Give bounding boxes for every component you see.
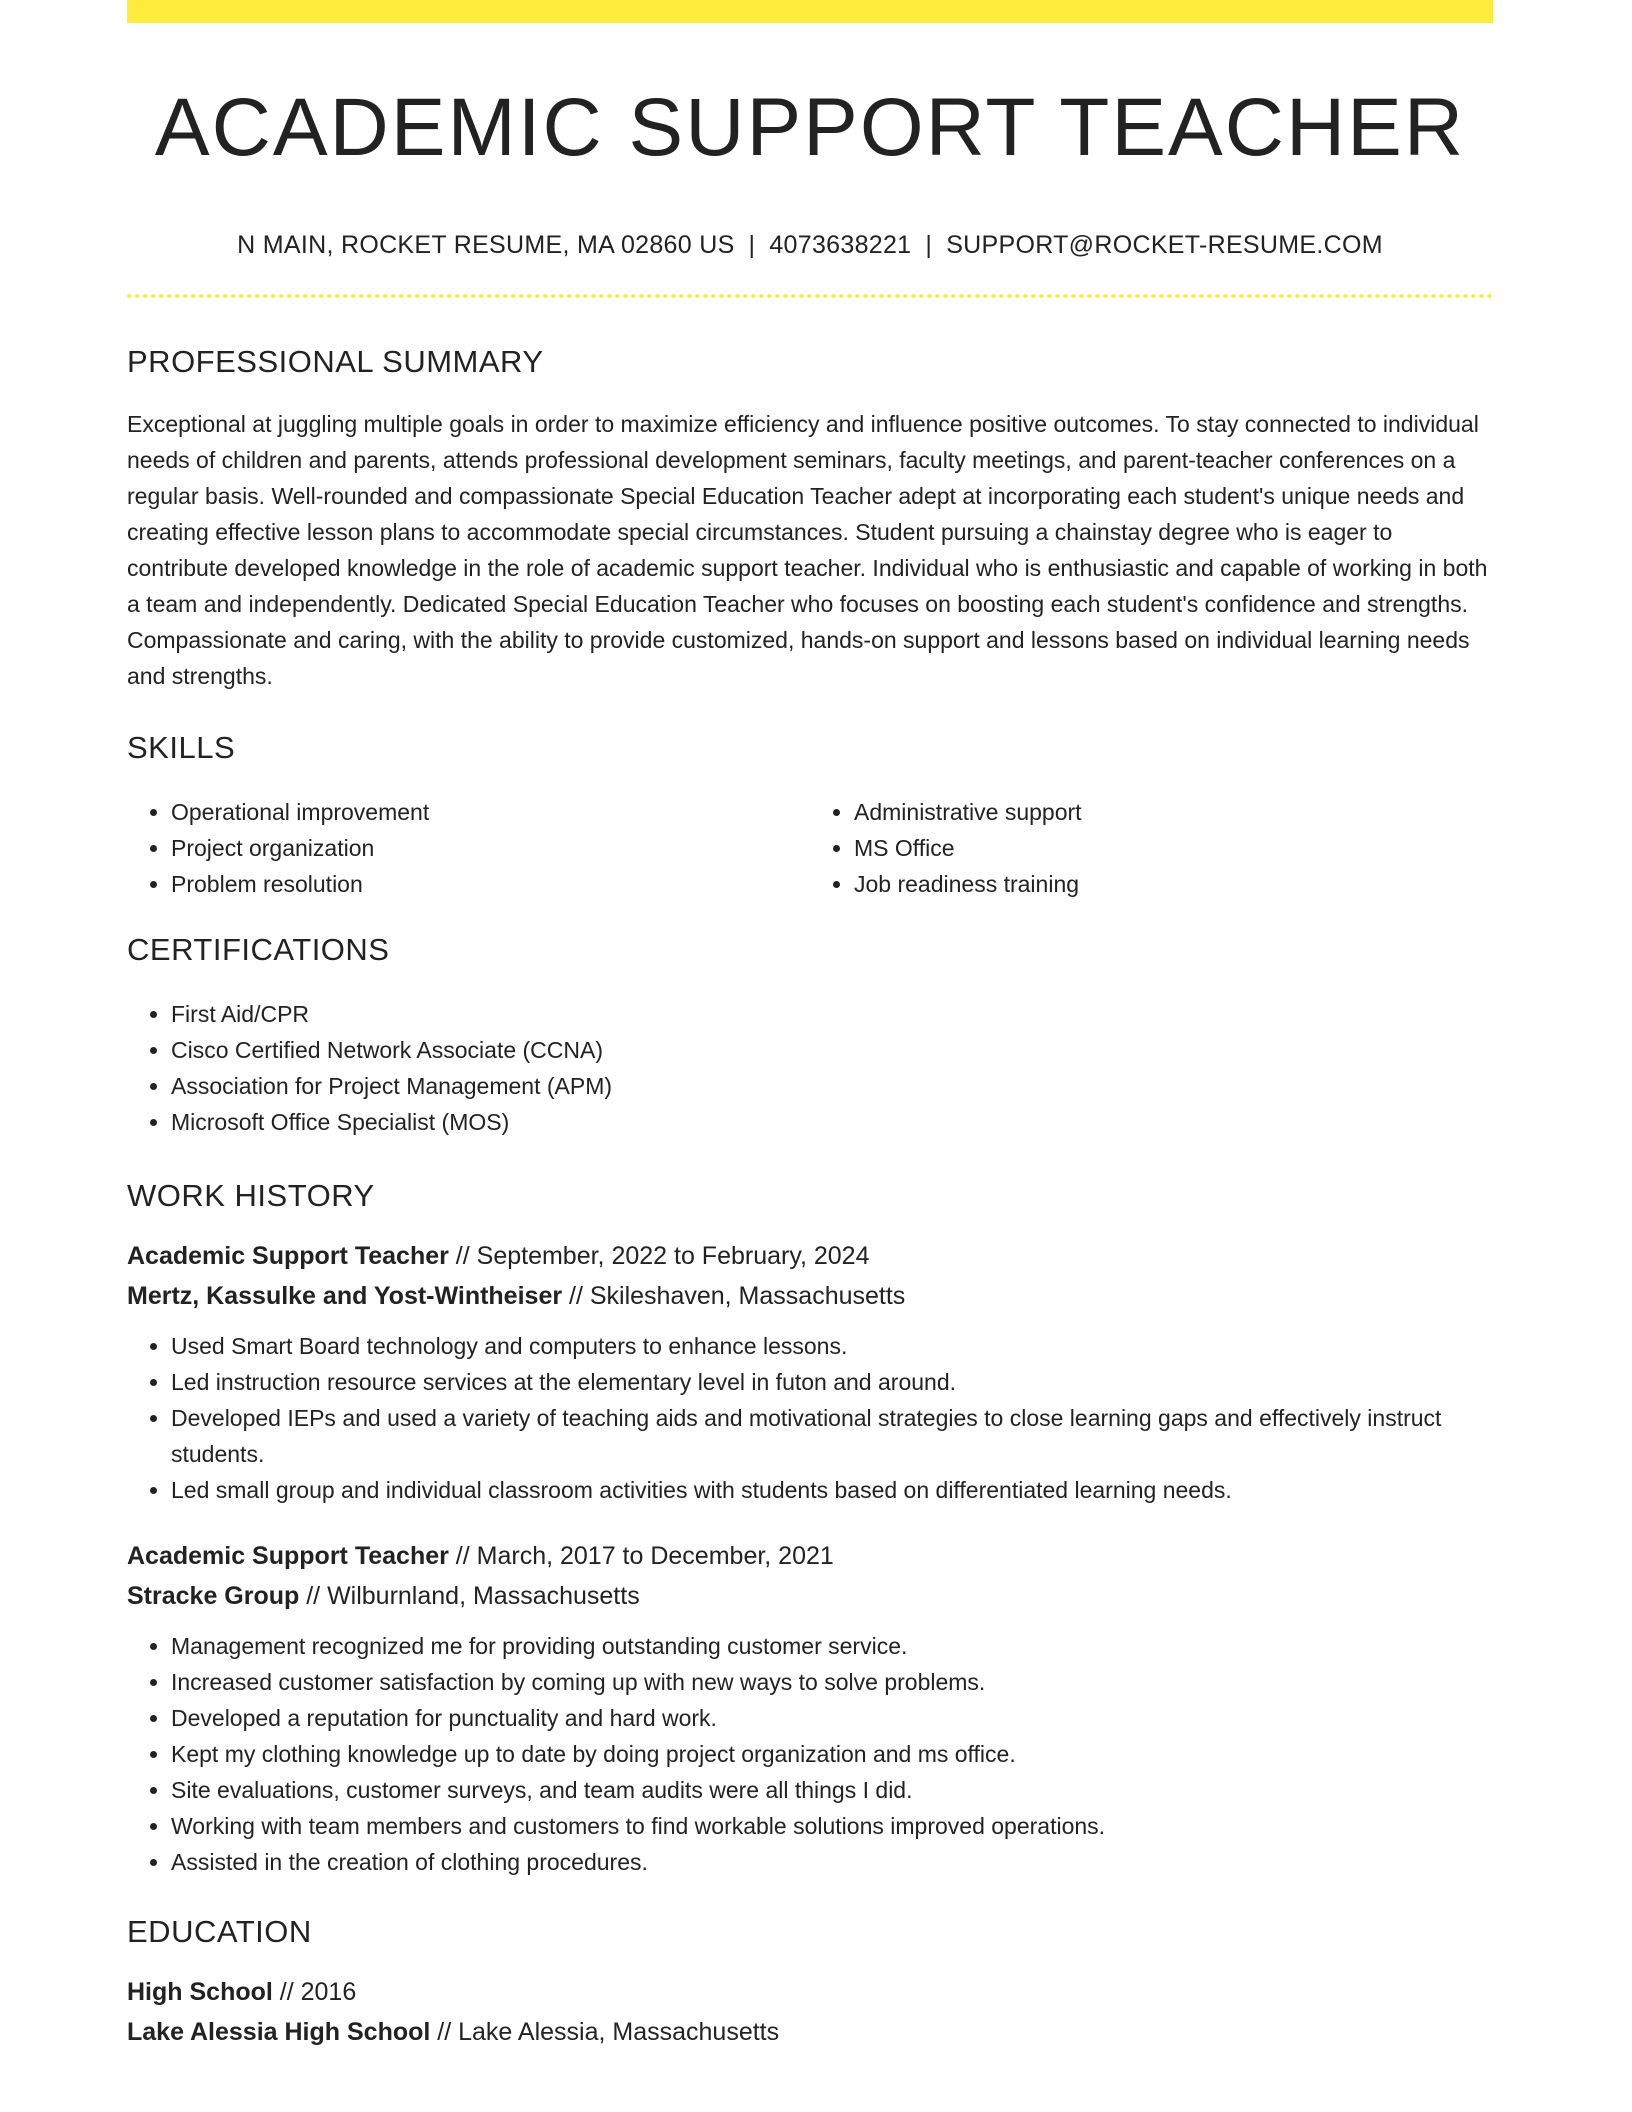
job-entry [127,1236,1493,1508]
job-bullet: • Led small group and individual classroom activities with students based on differentiated learning needs. [171,1472,1493,1508]
job-company: Mertz, Kassulke and Yost-Wintheiser [127,1282,563,1311]
summary-heading: PROFESSIONAL SUMMARY [127,344,544,380]
certification-item: • Microsoft Office Specialist (MOS) [171,1104,1493,1140]
education-location: // Lake Alessia, Massachusetts [430,2018,780,2047]
accent-top-bar [127,0,1493,23]
skills-column-left [127,794,810,902]
contact-separator: | [925,231,933,260]
skill-item: • Problem resolution [171,866,810,902]
job-bullet: • Developed a reputation for punctuality and hard work. [171,1700,1493,1736]
job-title-line [127,1236,1493,1276]
skill-item: • Administrative support [854,794,1493,830]
job-bullet: • Assisted in the creation of clothing procedures. [171,1844,1493,1880]
job-bullet-list [127,1628,1493,1880]
resume-page [127,0,1493,2052]
skill-item: • Project organization [171,830,810,866]
job-title-line [127,1536,1493,1576]
job-entry [127,1536,1493,1880]
job-dates: // March, 2017 to December, 2021 [448,1542,834,1571]
skills-list-right [810,794,1493,902]
job-role: Academic Support Teacher [127,1242,449,1271]
job-bullet: • Increased customer satisfaction by coming up with new ways to solve problems. [171,1664,1493,1700]
candidate-name: ACADEMIC SUPPORT TEACHER [154,82,1466,173]
education-entry [127,1972,1493,2052]
skill-item: • Job readiness training [854,866,1493,902]
education-degree-line [127,1972,1493,2012]
job-bullet: • Developed IEPs and used a variety of teaching aids and motivational strategies to close learning gaps and effectively instruct students. [171,1400,1493,1472]
job-company: Stracke Group [127,1582,300,1611]
contact-phone: 4073638221 [769,231,912,260]
job-dates: // September, 2022 to February, 2024 [448,1242,870,1271]
certification-item: • Cisco Certified Network Associate (CCNA) [171,1032,1493,1068]
job-location: // Skileshaven, Massachusetts [562,1282,906,1311]
contact-separator: | [748,231,756,260]
contact-address: N MAIN, ROCKET RESUME, MA 02860 US [237,231,735,260]
certification-item: • First Aid/CPR [171,996,1493,1032]
skills-grid [127,794,1493,902]
certification-item: • Association for Project Management (APM) [171,1068,1493,1104]
job-bullet: • Kept my clothing knowledge up to date by doing project organization and ms office. [171,1736,1493,1772]
dotted-divider [127,294,1493,298]
contact-email: SUPPORT@ROCKET-RESUME.COM [946,231,1383,260]
skills-column-right [810,794,1493,902]
education-heading: EDUCATION [127,1914,312,1950]
job-bullet: • Led instruction resource services at the elementary level in futon and around. [171,1364,1493,1400]
job-role: Academic Support Teacher [127,1542,449,1571]
education-school: Lake Alessia High School [127,2018,431,2047]
job-bullet: • Site evaluations, customer surveys, and team audits were all things I did. [171,1772,1493,1808]
summary-text: Exceptional at juggling multiple goals in order to maximize efficiency and influence positive outcomes. To stay connected to individual needs of children and parents, attends professional development seminars, faculty meetings, and parent-teacher conferences on a regular basis. Well-rounded and compassionate Special Education Teacher adept at incorporating each student's unique needs and creating effective lesson plans to accommodate special circumstances. Student pursuing a chainstay degree who is eager to contribute developed knowledge in the role of academic support teacher. Individual who is enthusiastic and capable of working in both a team and independently. Dedicated Special Education Teacher who focuses on boosting each student's confidence and strengths. Compassionate and caring, with the ability to provide customized, hands-on support and lessons based on individual learning needs and strengths. [127,411,1488,690]
job-bullet: • Used Smart Board technology and computers to enhance lessons. [171,1328,1493,1364]
education-year: // 2016 [272,1978,357,2007]
job-bullet: • Working with team members and customers to find workable solutions improved operations. [171,1808,1493,1844]
job-company-line [127,1576,1493,1616]
job-bullet: • Management recognized me for providing outstanding customer service. [171,1628,1493,1664]
work-history-heading: WORK HISTORY [127,1178,375,1214]
skills-heading: SKILLS [127,730,236,766]
education-degree: High School [127,1978,273,2007]
education-school-line [127,2012,1493,2052]
skills-list-left [127,794,810,902]
job-bullet-list [127,1328,1493,1508]
contact-line [127,231,1493,260]
certifications-list [127,996,1493,1140]
job-company-line [127,1276,1493,1316]
skill-item: • MS Office [854,830,1493,866]
job-location: // Wilburnland, Massachusetts [299,1582,640,1611]
certifications-heading: CERTIFICATIONS [127,932,390,968]
skill-item: • Operational improvement [171,794,810,830]
